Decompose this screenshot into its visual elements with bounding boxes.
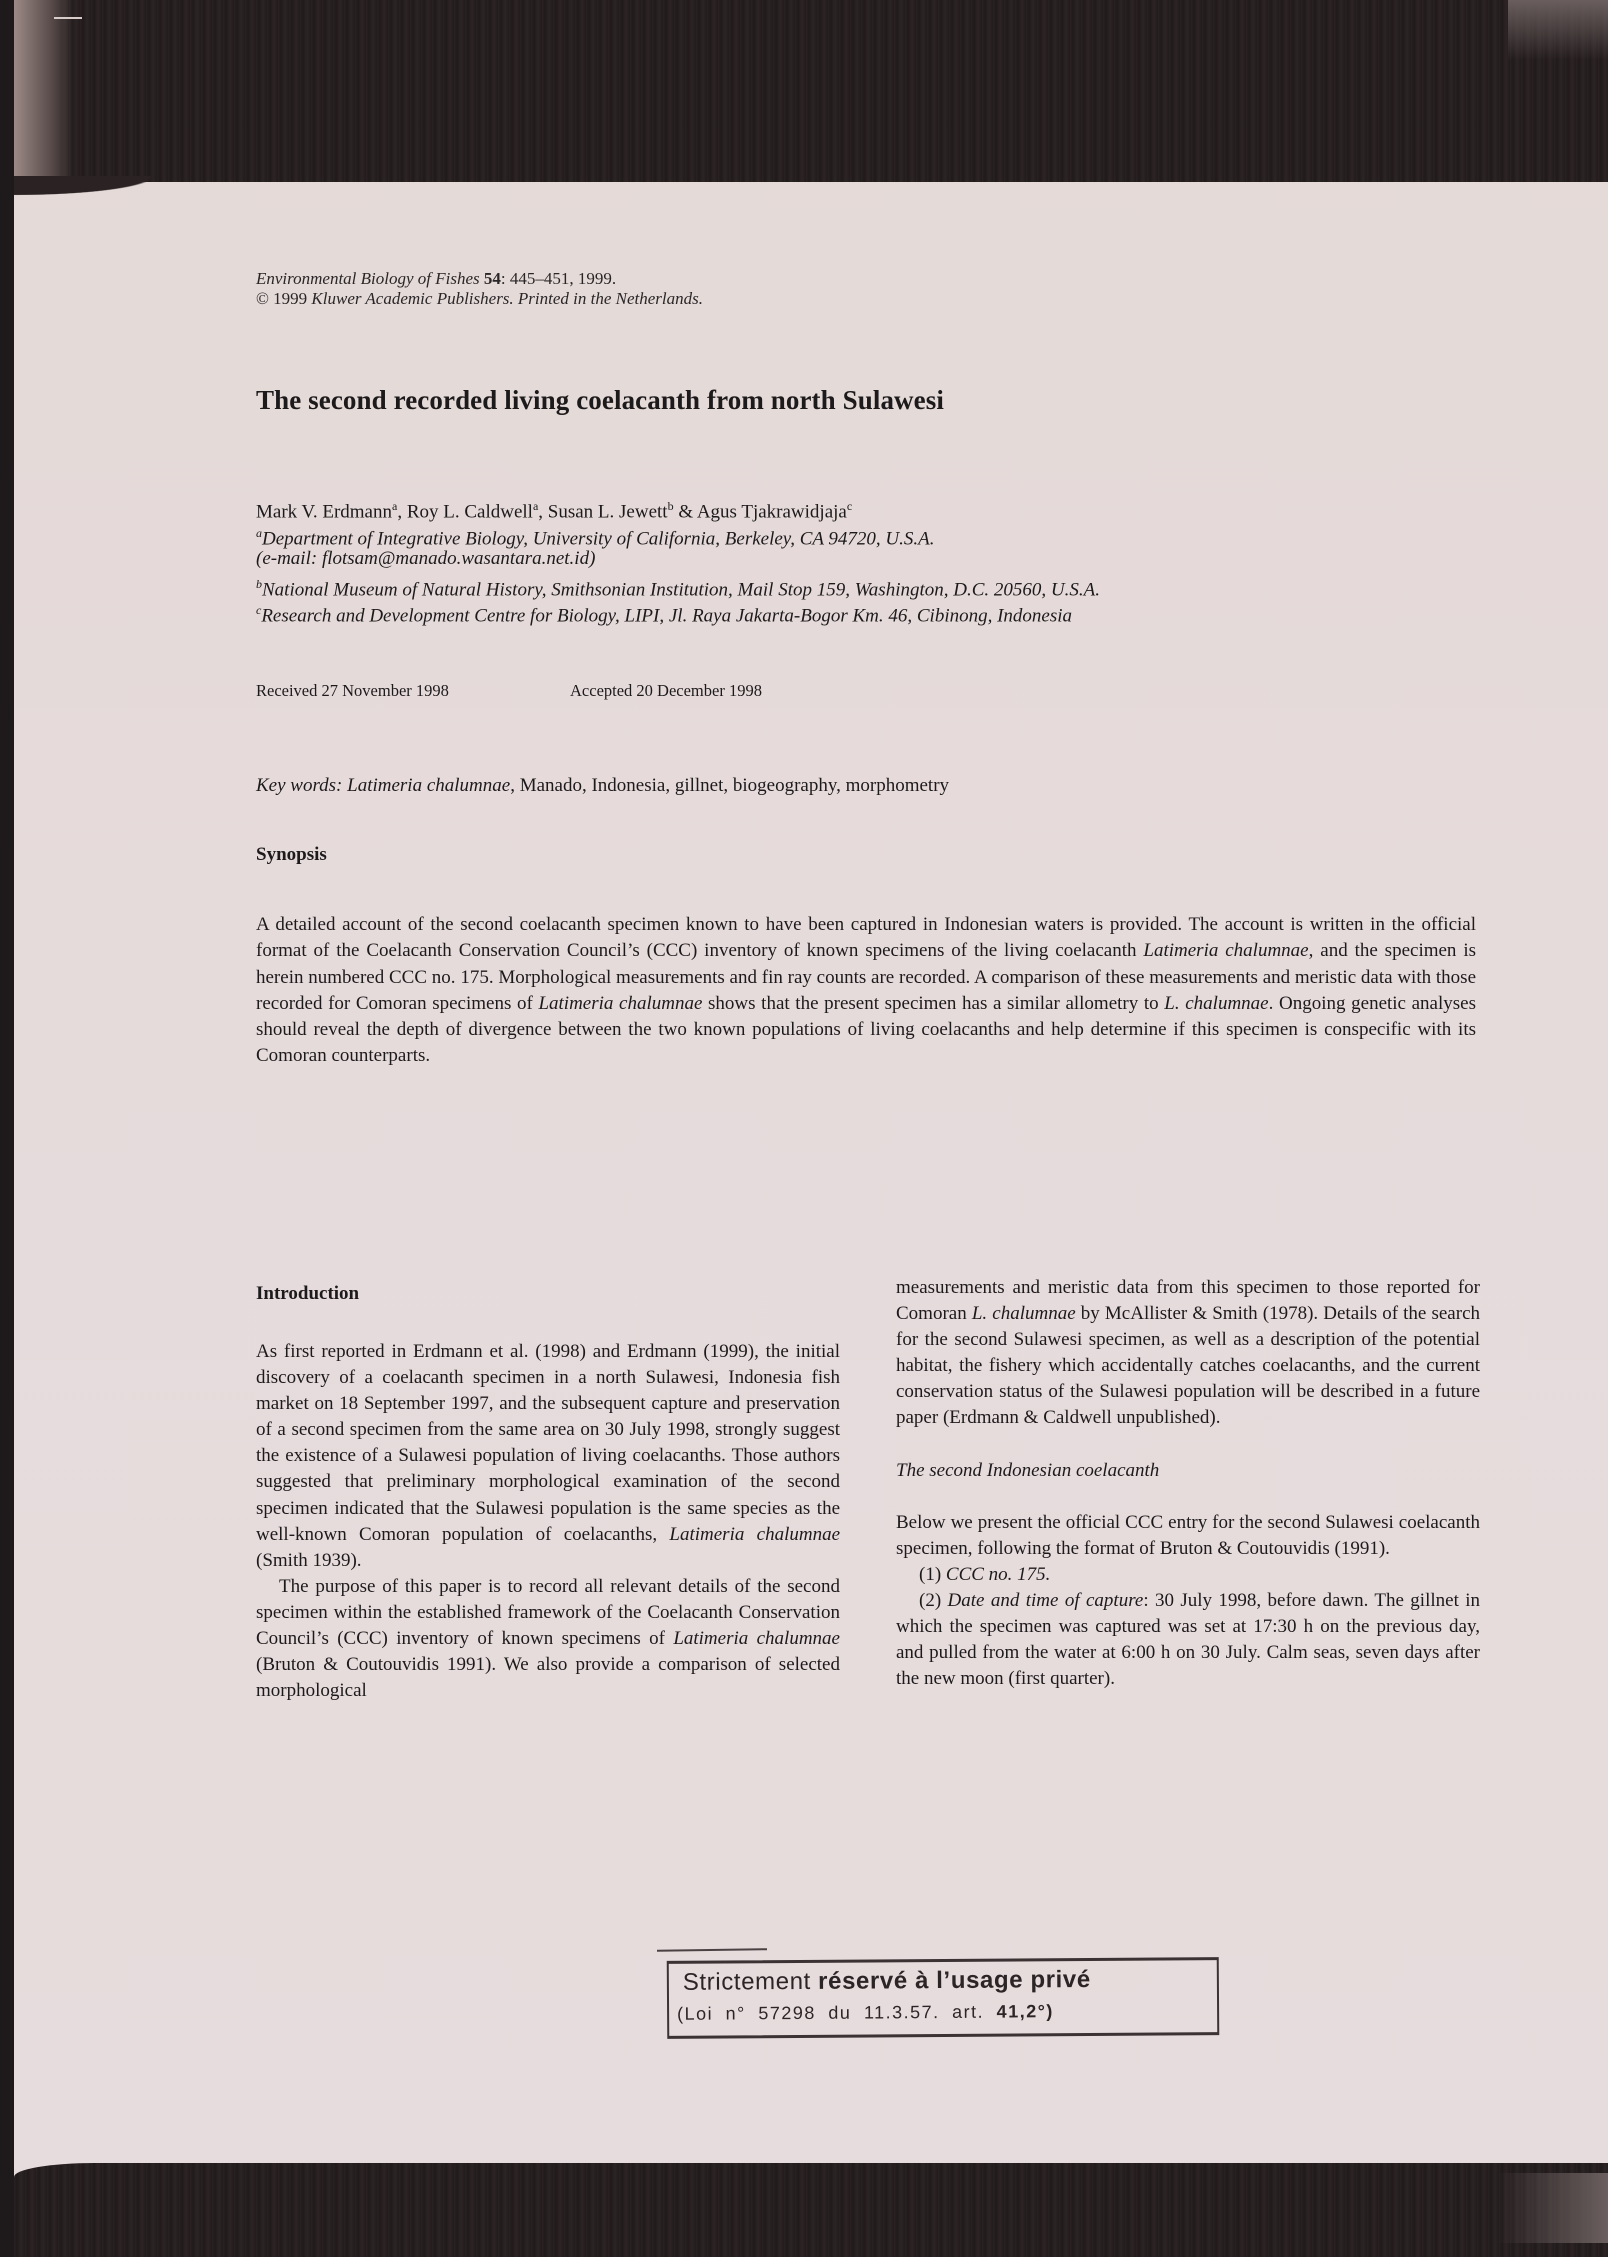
text-run: by McAllister & Smith (1978). Details of the search for the second Sulawesi specimen, as well as a description of the potential habitat, the fishery which accidentally catches coelacanths, and the current conservation status of the Sulawesi population will be described in a future paper (Erdmann & Caldwell unpublished). [896,1303,1480,1429]
copyright-symbol: © [256,289,269,308]
species-name: Latimeria chalumnae [1143,940,1309,962]
species-name: L. chalumnae [1164,992,1269,1014]
synopsis-heading: Synopsis [256,844,327,865]
affiliation-b: $^b$National Museum of Natural History, Smithsonian Institution, Mail Stop 159, Washington, D.C. 20560, U.S.A. [256,577,1100,601]
scan-shadow-bottom [14,2163,1608,2257]
stamp-line-2: (Loi n° 57298 du 11.3.57. art. 41,2°) [677,2001,1054,2024]
second-coelacanth-heading: The second Indonesian coelacanth [896,1459,1160,1481]
text-run: (Bruton & Coutouvidis 1991). We also provide a comparison of selected morphological [256,1654,840,1702]
intro-paragraph-2-continued [896,1275,1480,1432]
received-date: Received 27 November 1998 [256,681,449,700]
affiliation-email: (e-mail: flotsam@manado.wasantara.net.id) [256,548,596,569]
author-affiliation-marker: b [667,499,674,513]
species-name: Latimeria chalumnae [673,1628,840,1650]
stamp-edge-line [657,1948,767,1952]
publisher-line: Kluwer Academic Publishers. Printed in the Netherlands. [311,289,704,308]
text-run: (Smith 1939). [256,1549,362,1571]
scanned-page [14,0,1608,2257]
text-run: A detailed account of the second coelacanth specimen known to have been captured in Indonesian waters is provided. The account is written in the official format of the Coelacanth Conservation Council’s (CCC) inventory of known specimens of the living coelacanth [256,914,1476,962]
species-name: Latimeria chalumnae [669,1523,840,1545]
author-separator: , [538,501,548,523]
author-name: Roy L. Caldwell [406,501,533,523]
text-run: As first reported in Erdmann et al. (1998) and Erdmann (1999), the initial discovery of a coelacanth specimen in a north Sulawesi, Indonesia fish market on 18 September 1997, and the subsequent capture and preservation of a second specimen from the same area on 30 July 1998, strongly suggest the existence of a Sulawesi population of living coelacanths. Those authors suggested that preliminary morphological examination of the second specimen indicated that the Sulawesi population is the same species as the well-known Comoran population of coelacanths, [256,1341,840,1545]
text-run: measurements and meristic data from this specimen to those reported for Comoran [896,1277,1480,1325]
ccc-item-2: (2) Date and time of capture: 30 July 1998, before dawn. The gillnet in which the specimen was captured was set at 17:30 h on the previous day, and pulled from the water at 6:00 h on 30 July. Calm seas, seven days after the new moon (first quarter). [896,1589,1481,1690]
article-title: The second recorded living coelacanth from north Sulawesi [256,385,944,415]
author-affiliation-marker: a [532,499,539,513]
introduction-heading: Introduction [256,1283,360,1304]
author-separator: , [397,501,407,523]
species-name: Latimeria chalumnae [538,992,703,1014]
scan-notch [14,176,174,198]
affiliation-c: $^c$Research and Development Centre for Biology, LIPI, Jl. Raya Jakarta-Bogor Km. 46, Cibinong, Indonesia [256,603,1073,627]
text-run: shows that the present specimen has a similar allometry to [702,992,1165,1014]
intro-paragraph-1 [256,1339,840,1574]
author-name: Susan L. Jewett [547,501,668,523]
journal-pages: : 445–451, 1999. [500,269,617,288]
journal-citation [256,269,703,309]
author-list [256,494,852,524]
journal-volume: 54 [483,269,501,288]
copyright-stamp [667,1957,1220,2039]
right-column [896,1275,1480,1692]
author-affiliation-marker: c [846,499,853,513]
author-affiliation-marker: a [391,499,398,513]
scan-shadow-top [14,0,1608,182]
keywords-label: Key words: [256,775,343,796]
author-separator: & [673,501,697,523]
intro-paragraph-2 [256,1574,840,1704]
species-name: L. chalumnae [971,1303,1076,1325]
ccc-entry-intro: Below we present the official CCC entry for the second Sulawesi coelacanth specimen, following the format of Bruton & Coutouvidis (1991). [896,1511,1480,1559]
text-run: . Ongoing genetic analyses should reveal the depth of divergence between the two known populations of living coelacanths and help determine if this specimen is conspecific with its Comoran counterparts. [256,992,1476,1067]
synopsis-text [256,912,1476,1070]
ccc-item-1: (1) CCC no. 175. [919,1563,1051,1585]
text-run: , and the specimen is herein numbered CCC no. 175. Morphological measurements and fin ray counts are recorded. A comparison of these measurements and meristic data with those recorded for Comoran specimens of [256,940,1476,1014]
journal-line-2 [256,289,703,309]
journal-name: Environmental Biology of Fishes [256,269,480,288]
stamp-line-1: Strictement réservé à l’usage privé [682,1965,1091,1996]
accepted-date: Accepted 20 December 1998 [570,681,762,700]
copyright-year: 1999 [273,289,308,308]
keywords [256,775,949,797]
author-name: Agus Tjakrawidjaja [696,501,847,523]
scan-tick-mark [54,17,82,19]
keywords-species: Latimeria chalumnae [347,775,511,796]
left-column [256,1339,840,1704]
keywords-list: , Manado, Indonesia, gillnet, biogeography, morphometry [510,775,950,796]
affiliation-a: $^a$Department of Integrative Biology, University of California, Berkeley, CA 94720, U.S.A. [256,526,935,550]
author-name: Mark V. Erdmann [256,501,392,523]
journal-line-1 [256,269,703,289]
text-run: The purpose of this paper is to record all relevant details of the second specimen within the established framework of the Coelacanth Conservation Council’s (CCC) inventory of known specimens of [256,1575,840,1650]
